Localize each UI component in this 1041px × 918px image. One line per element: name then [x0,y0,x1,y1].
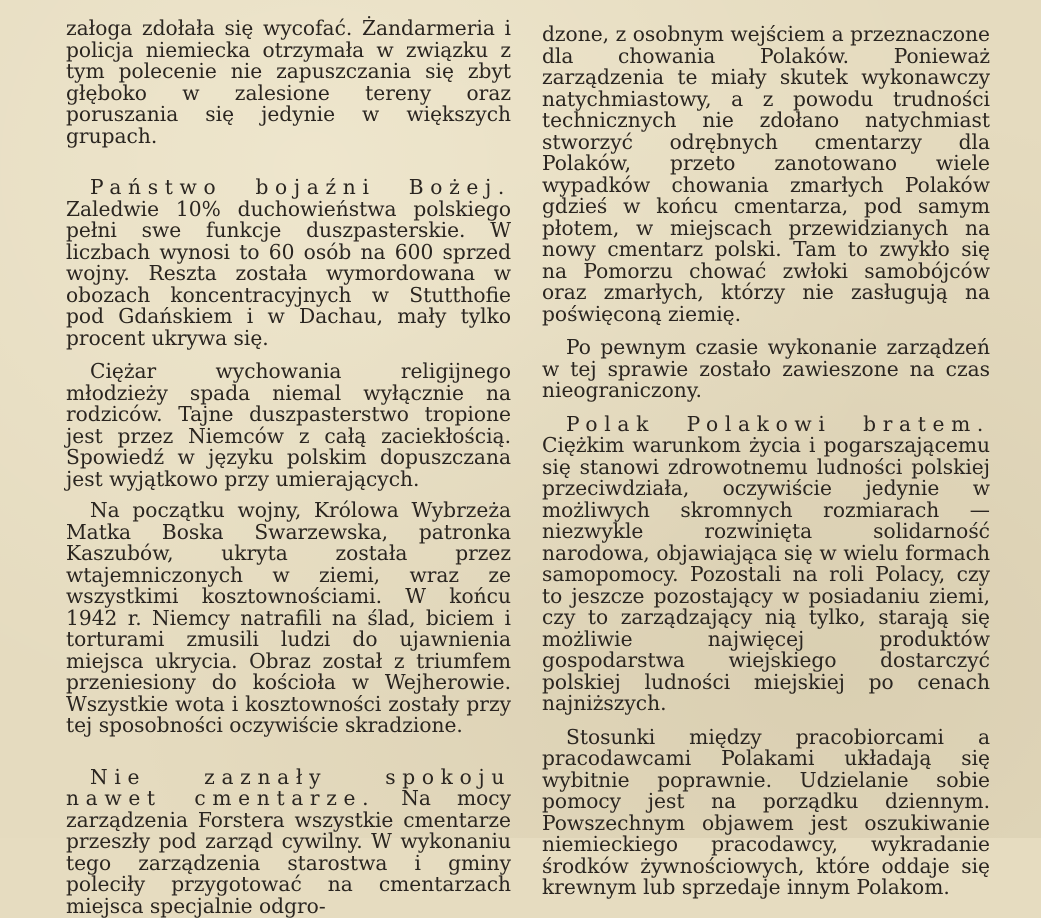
section-heading-panstwo-bojazni-bozej: Państwo bojaźni Bożej. [90,175,511,199]
section-heading-polak-polakowi-bratem: Polak Polakowi bratem. [566,411,990,436]
paragraph-swarzewo-madonna: Na początku wojny, Królowa Wybrzeża Matka Boska Swarzewska, patronka Kaszubów, ukryta została przez wtajemniczonych w ziemi, wraz ze wszystkimi kosztownościami. W końcu 1942 r. Niemcy natrafili na ślad, biciem i torturami zmusili ludzi do ujawnienia miejsca ukrycia. Obraz został z triumfem przeniesiony do kościoła w Wejherowie. Wszystkie wota i kosztowności zostały przy tej sposobności oczywiście skradzione. [66,498,511,737]
paragraph-state-of-fear [66,177,511,349]
paragraph-cemeteries [66,764,511,918]
paragraph-brotherhood [542,411,990,715]
section-text: Ciężkim warunkom życia i pogarszającemu się stanowi zdrowotnemu ludności polskiej przeciwdziała, oczywiście jedynie w możliwych skromnych rozmiarach — niezwykle rozwinięta solidarność narodowa, objawiająca się w wielu formach samopomocy. Pozostali na roli Polacy, czy to jeszcze pozostający w posiadaniu ziemi, czy to zarządzający nią tylko, starają się możliwie najwięcej produktów gospodarstwa wiejskiego dostarczyć polskiej ludności miejskiej po cenach najniższych. [542,433,990,715]
paragraph-separate-cemeteries: dzone, z osobnym wejściem a przeznaczone dla chowania Polaków. Ponieważ zarządzenia te miały skutek wykonawczy natychmiastowy, a z powodu trudności technicznych nie zdołano natychmiast stworzyć odrębnych cmentarzy dla Polaków, przeto zanotowano wiele wypadków chowania zmarłych Polaków gdzieś w końcu cmentarza, pod samym płotem, w miejscach przewidzianych na nowy cmentarz polski. Tam to zwykło się na Pomorzu chować zwłoki samobójców oraz zmarłych, którzy nie zasługują na poświęconą ziemię. [542,22,990,326]
left-column [66,0,511,917]
paragraph-employers: Stosunki między pracobiorcami a pracodawcami Polakami układają się wybitnie poprawnie. Udzielanie sobie pomocy jest na porządku dziennym. Powszechnym objawem jest oszukiwanie niemieckiego pracodawcy, wykradanie środków żywnościowych, które oddaje się krewnym lub sprzedaje innym Polakom. [542,724,990,899]
right-column [542,0,990,899]
paragraph-retreat: załoga zdołała się wycofać. Żandarmeria i policja niemiecka otrzymała w związku z tym polecenie nie zapuszczania się zbyt głęboko w zalesione tereny oraz poruszania się jedynie w większych grupach. [66,16,511,148]
section-text: Zaledwie 10% duchowieństwa polskiego pełni swe funkcje duszpasterskie. W liczbach wynosi to 60 osób na 600 sprzed wojny. Reszta została wymordowana w obozach koncentracyjnych w Stutthofie pod Gdańskiem i w Dachau, mały tylko procent ukrywa się. [66,196,511,350]
paragraph-suspended: Po pewnym czasie wykonanie zarządzeń w tej sprawie zostało zawieszone na czas nieograniczony. [542,335,990,402]
section-heading-nie-zaznaly-spokoju: Nie zaznały spokoju nawet cmentarze. [66,764,511,810]
paragraph-religious-upbringing: Ciężar wychowania religijnego młodzieży spada niemal wyłącznie na rodziców. Tajne duszpasterstwo tropione jest przez Niemców z całą zaciekłością. Spowiedź w języku polskim dopuszczana jest wyjątkowo przy umierających. [66,359,511,491]
section-text: Na mocy zarządzenia Forstera wszystkie cmentarze przeszły pod zarząd cywilny. W wykonaniu tego zarządzenia starostwa i gminy poleciły przygotować na cmentarzach miejsca specjalnie odgro- [66,786,511,918]
